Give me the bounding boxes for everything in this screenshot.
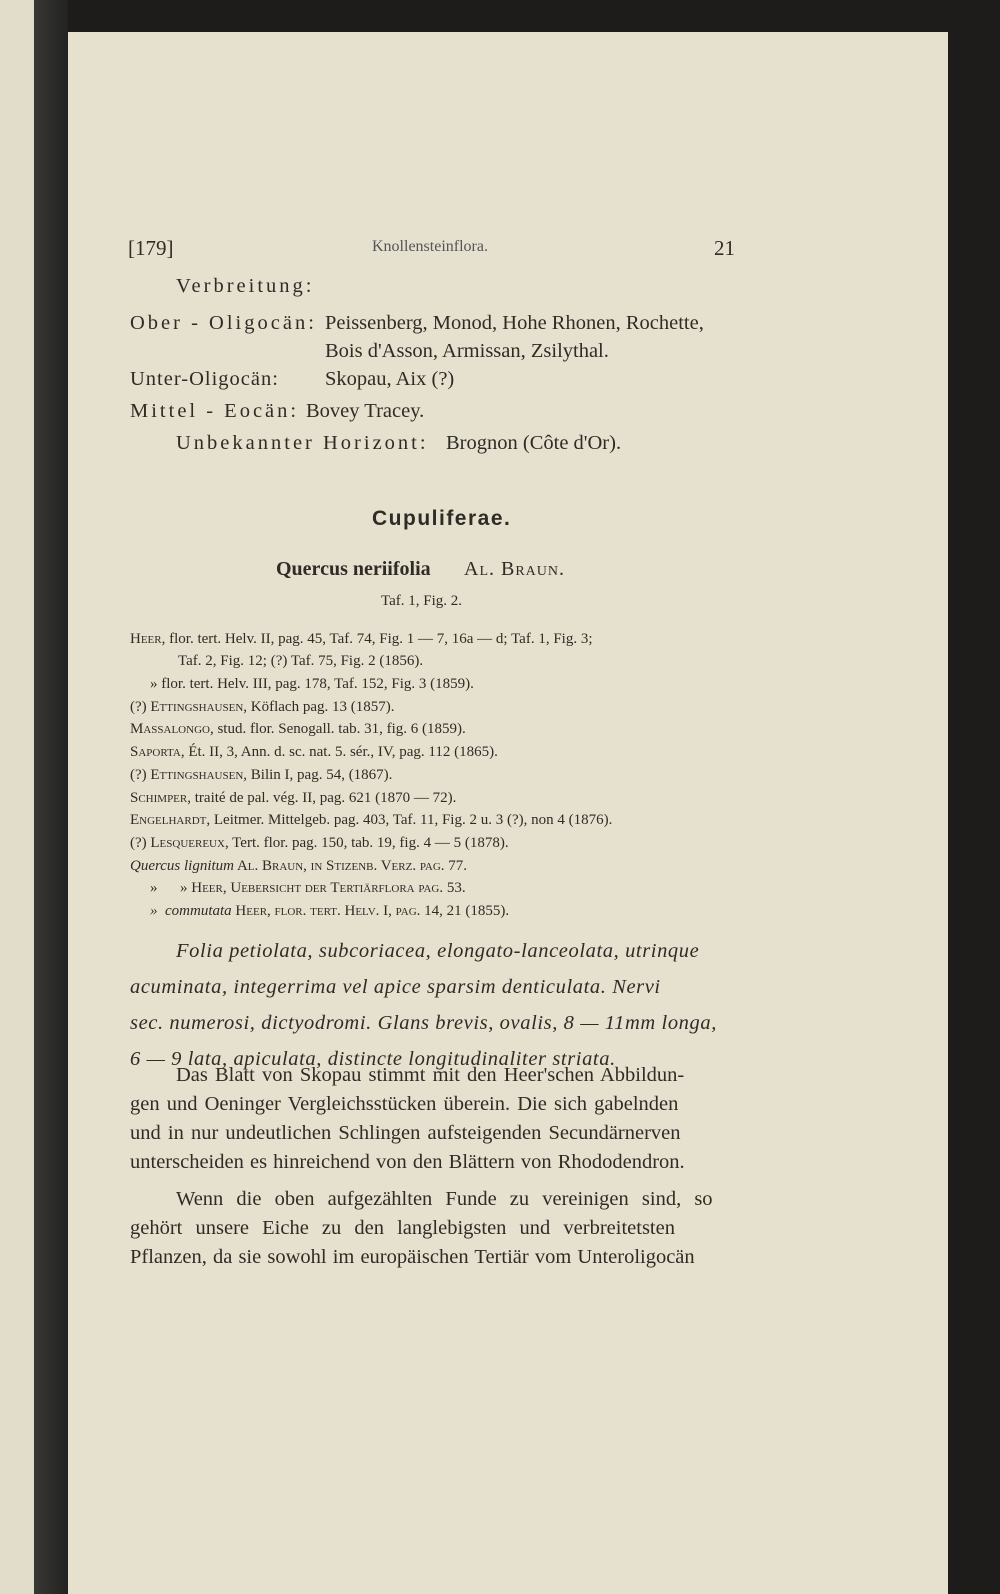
distribution-value: Bois d'Asson, Armissan, Zsilythal. (325, 340, 609, 362)
distribution-value: Brognon (Côte d'Or). (446, 432, 622, 454)
distribution-value: Skopau, Aix (?) (325, 368, 455, 390)
family-heading: Cupuliferae. (372, 507, 512, 530)
reference-line: Quercus lignitum Al. Braun, in Stizenb. Verz. pag. 77. (130, 858, 468, 874)
diagnosis-line: Folia petiolata, subcoriacea, elongato-lanceolata, utrinque (176, 940, 700, 962)
paragraph-line: unterscheiden es hinreichend von den Blättern von Rhododendron. (130, 1151, 685, 1173)
distribution-value: Bovey Tracey. (306, 400, 425, 422)
paragraph-line: Das Blatt von Skopau stimmt mit den Heer'schen Abbildun- (176, 1064, 685, 1086)
reference-line: (?) Ettingshausen, Bilin I, pag. 54, (1867). (130, 767, 393, 783)
paragraph-line: Pflanzen, da sie sowohl im europäischen Tertiär vom Unteroligocän (130, 1246, 695, 1268)
distribution-title: Verbreitung: (176, 275, 315, 297)
reference-line: Engelhardt, Leitmer. Mittelgeb. pag. 403, Taf. 11, Fig. 2 u. 3 (?), non 4 (1876). (130, 812, 613, 828)
species-author: Al. Braun. (464, 558, 566, 580)
diagnosis-line: 6 — 9 lata, apiculata, distincte longitudinaliter striata. (130, 1048, 616, 1070)
distribution-value: Peissenberg, Monod, Hohe Rhonen, Rochette, (325, 312, 704, 334)
reference-line: » commutata Heer, flor. tert. Helv. I, pag. 14, 21 (1855). (150, 903, 510, 919)
paragraph-line: und in nur undeutlichen Schlingen aufsteigenden Secundärnerven (130, 1122, 681, 1144)
distribution-label: Unbekannter Horizont: (176, 432, 429, 454)
reference-line: (?) Ettingshausen, Köflach pag. 13 (1857). (130, 699, 395, 715)
running-title: Knollensteinflora. (372, 238, 488, 255)
reference-line: Massalongo, stud. flor. Senogall. tab. 31, fig. 6 (1859). (130, 721, 466, 737)
distribution-label: Unter-Oligocän: (130, 368, 279, 390)
diagnosis-line: sec. numerosi, dictyodromi. Glans brevis, ovalis, 8 — 11mm longa, (130, 1012, 717, 1034)
reference-line: (?) Lesquereux, Tert. flor. pag. 150, tab. 19, fig. 4 — 5 (1878). (130, 835, 509, 851)
adjacent-page-edge (0, 0, 34, 1594)
page-number: 21 (714, 236, 735, 260)
reference-line: Taf. 2, Fig. 12; (?) Taf. 75, Fig. 2 (1856). (178, 653, 424, 669)
book-gutter (34, 0, 68, 1594)
distribution-label: Ober - Oligocän: (130, 312, 317, 334)
reference-line: Schimper, traité de pal. vég. II, pag. 621 (1870 — 72). (130, 790, 457, 806)
species-name: Quercus neriifolia (276, 558, 431, 580)
plate-reference: Taf. 1, Fig. 2. (381, 593, 463, 609)
reference-line: Saporta, Ét. II, 3, Ann. d. sc. nat. 5. sér., IV, pag. 112 (1865). (130, 744, 498, 760)
page-bracket-number: [179] (128, 236, 174, 260)
paragraph-line: gehört unsere Eiche zu den langlebigsten und verbreitetsten (130, 1217, 675, 1239)
reference-line: » » Heer, Uebersicht der Tertiärflora pag. 53. (150, 880, 466, 896)
distribution-label: Mittel - Eocän: (130, 400, 300, 422)
reference-line: » flor. tert. Helv. III, pag. 178, Taf. 152, Fig. 3 (1859). (150, 676, 474, 692)
diagnosis-line: acuminata, integerrima vel apice sparsim denticulata. Nervi (130, 976, 661, 998)
paragraph-line: gen und Oeninger Vergleichsstücken überein. Die sich gabelnden (130, 1093, 679, 1115)
reference-line: Heer, flor. tert. Helv. II, pag. 45, Taf. 74, Fig. 1 — 7, 16a — d; Taf. 1, Fig. 3; (130, 631, 593, 647)
paragraph-line: Wenn die oben aufgezählten Funde zu vereinigen sind, so (176, 1188, 713, 1210)
